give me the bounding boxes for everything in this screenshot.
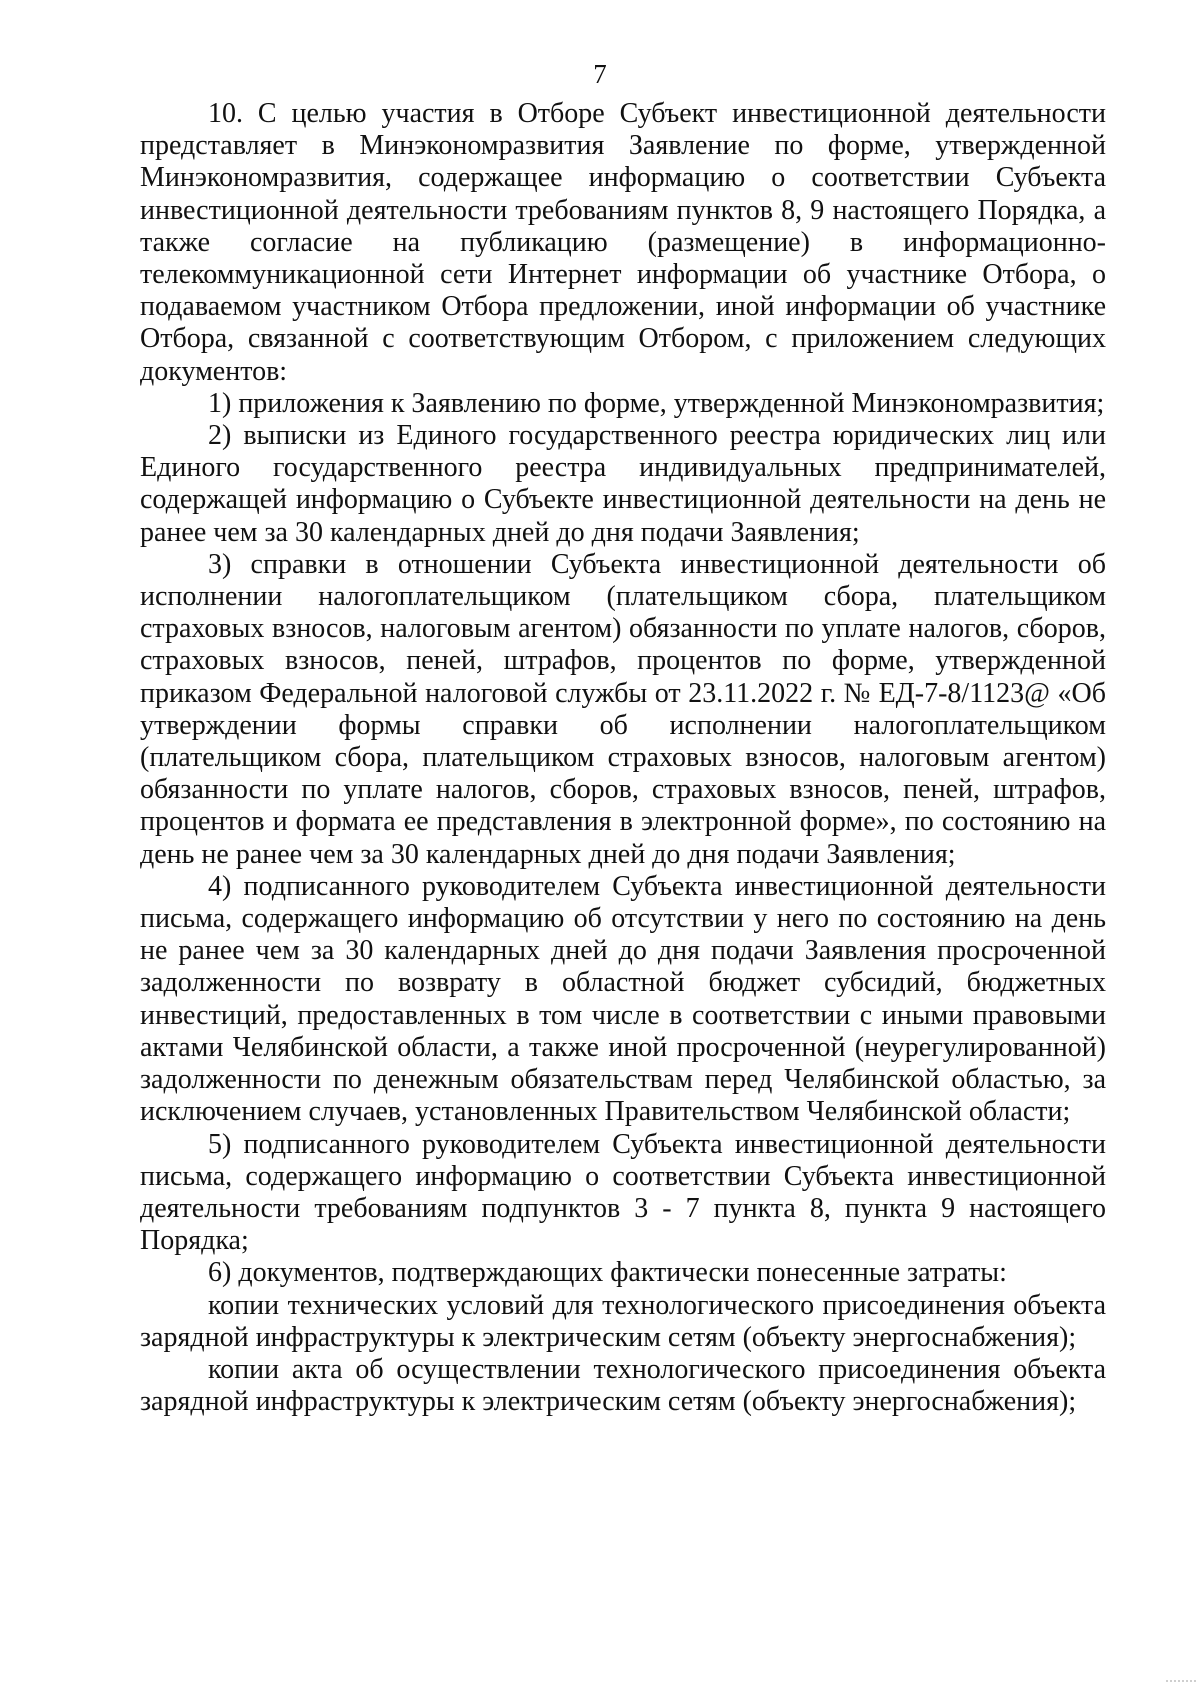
- list-item-1: 1) приложения к Заявлению по форме, утвержденной Минэкономразвития;: [208, 387, 1105, 419]
- list-item-5: 5) подписанного руководителем Субъекта инвестиционной деятельности письма, содержащего информацию о соответствии Субъекта инвестиционной деятельности требованиям подпунктов 3 - 7 пункта 8, пункта 9 настоящего Порядка;: [140, 1128, 1106, 1257]
- document-body: [140, 98, 1106, 1418]
- list-item-3: 3) справки в отношении Субъекта инвестиционной деятельности об исполнении налогоплательщиком (плательщиком сбора, плательщиком страховых взносов, налоговым агентом) обязанности по уплате налогов, сборов, страховых взносов, пеней, штрафов, процентов по форме, утвержденной приказом Федеральной налоговой службы от 23.11.2022 г. № ЕД-7-8/1123@ «Об утверждении формы справки об исполнении налогоплательщиком (плательщиком сбора, плательщиком страховых взносов, налоговым агентом) обязанности по уплате налогов, сборов, страховых взносов, пеней, штрафов, процентов и формата ее представления в электронной форме», по состоянию на день не ранее чем за 30 календарных дней до дня подачи Заявления;: [140, 548, 1106, 870]
- list-item-2: 2) выписки из Единого государственного реестра юридических лиц или Единого государственного реестра индивидуальных предпринимателей, содержащей информацию о Субъекте инвестиционной деятельности на день не ранее чем за 30 календарных дней до дня подачи Заявления;: [140, 420, 1106, 548]
- sub-item-technical-conditions: копии технических условий для технологического присоединения объекта зарядной инфраструктуры к электрическим сетям (объекту энергоснабжения);: [140, 1289, 1106, 1353]
- page-number: 7: [593, 59, 607, 89]
- sub-item-connection-act: копии акта об осуществлении технологического присоединения объекта зарядной инфраструктуры к электрическим сетям (объекту энергоснабжения);: [140, 1353, 1106, 1418]
- paragraph-10: 10. С целью участия в Отборе Субъект инвестиционной деятельности представляет в Минэкономразвития Заявление по форме, утвержденной Минэкономразвития, содержащее информацию о соответствии Субъекта инвестиционной деятельности требованиям пунктов 8, 9 настоящего Порядка, а также согласие на публикацию (размещение) в информационно-телекоммуникационной сети Интернет информации об участнике Отбора, о подаваемом участником Отбора предложении, иной информации об участнике Отбора, связанной с соответствующим Отбором, с приложением следующих документов:: [140, 98, 1106, 387]
- scan-edge-mark: [1166, 1680, 1196, 1688]
- list-item-6: 6) документов, подтверждающих фактически понесенные затраты:: [208, 1257, 1007, 1289]
- list-item-4: 4) подписанного руководителем Субъекта инвестиционной деятельности письма, содержащего информацию об отсутствии у него по состоянию на день не ранее чем за 30 календарных дней до дня подачи Заявления просроченной задолженности по возврату в областной бюджет субсидий, бюджетных инвестиций, предоставленных в том числе в соответствии с иными правовыми актами Челябинской области, а также иной просроченной (неурегулированной) задолженности по денежным обязательствам перед Челябинской областью, за исключением случаев, установленных Правительством Челябинской области;: [140, 870, 1106, 1128]
